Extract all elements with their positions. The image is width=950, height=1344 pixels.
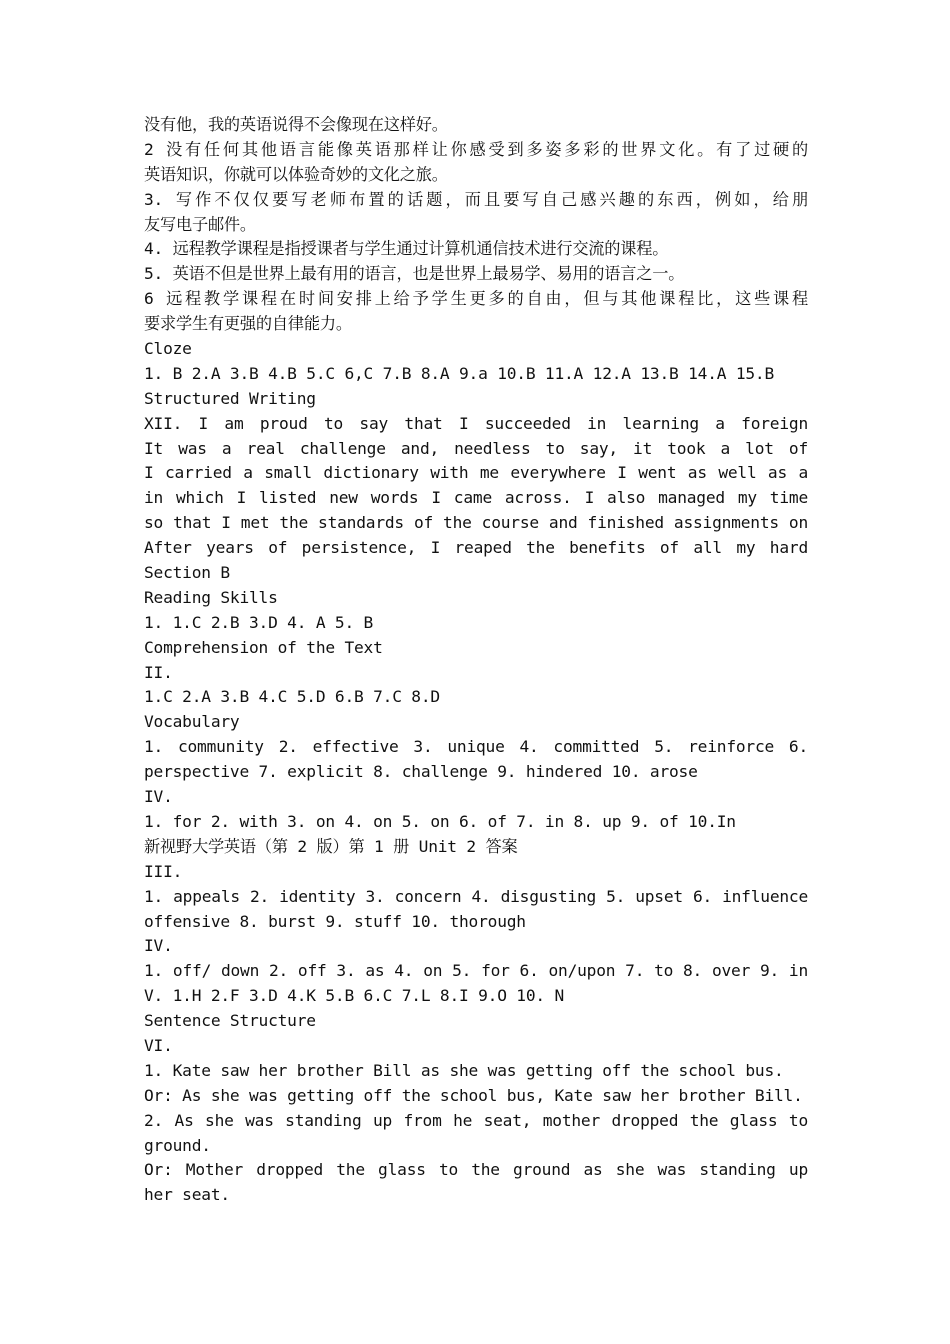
text-line: 2. As she was standing up from he seat, mother dropped the glass to [144,1110,808,1130]
text-line: 新视野大学英语（第 2 版）第 1 册 Unit 2 答案 [144,836,518,856]
text-line: 1.C 2.A 3.B 4.C 5.D 6.B 7.C 8.D [144,687,440,707]
text-line: 没有他，我的英语说得不会像现在这样好。 [144,115,448,134]
text-line: I carried a small dictionary with me everywhere I went as well as a [144,463,808,483]
text-line: 5. 英语不但是世界上最有用的语言，也是世界上最易学、易用的语言之一。 [144,264,685,284]
text-line: Sentence Structure [144,1011,316,1031]
text-line: 1. community 2. effective 3. unique 4. committed 5. reinforce 6. [144,737,808,757]
text-line: perspective 7. explicit 8. challenge 9. hindered 10. arose [144,762,698,782]
text-line: her seat. [144,1185,230,1205]
text-line: II. [144,662,173,682]
text-line: 4. 远程教学课程是指授课者与学生通过计算机通信技术进行交流的课程。 [144,239,669,259]
text-line: offensive 8. burst 9. stuff 10. thorough [144,911,526,931]
text-line: 友写电子邮件。 [144,214,256,234]
text-line: III. [144,861,183,881]
text-line: 1. B 2.A 3.B 4.B 5.C 6,C 7.B 8.A 9.a 10.B 11.A 12.A 13.B 14.A 15.B [144,363,775,383]
text-line: Or: Mother dropped the glass to the ground as she was standing up [144,1160,808,1180]
document-body [144,113,808,1208]
text-line: Section B [144,563,230,583]
text-line: 3. 写作不仅仅要写老师布置的话题，而且要写自己感兴趣的东西，例如，给朋 [144,189,808,209]
text-line: 2 没有任何其他语言能像英语那样让你感受到多姿多彩的世界文化。有了过硬的 [144,139,808,159]
text-line: Or: As she was getting off the school bus, Kate saw her brother Bill. [144,1085,803,1105]
text-line: VI. [144,1035,173,1055]
text-line: Vocabulary [144,712,240,732]
text-line: 1. Kate saw her brother Bill as she was getting off the school bus. [144,1060,784,1080]
text-line: Cloze [144,339,192,359]
text-line: Reading Skills [144,587,278,607]
text-line: 1. 1.C 2.B 3.D 4. A 5. B [144,612,374,632]
text-line: 1. for 2. with 3. on 4. on 5. on 6. of 7. in 8. up 9. of 10.In [144,811,736,831]
text-line: XII. I am proud to say that I succeeded in learning a foreign [144,413,808,433]
text-line: IV. [144,787,173,807]
text-line: After years of persistence, I reaped the benefits of all my hard [144,538,808,558]
text-line: V. 1.H 2.F 3.D 4.K 5.B 6.C 7.L 8.I 9.O 10. N [144,986,565,1006]
text-line: 6 远程教学课程在时间安排上给予学生更多的自由，但与其他课程比，这些课程 [144,289,808,309]
text-line: so that I met the standards of the course and finished assignments on [144,513,808,533]
text-line: 1. appeals 2. identity 3. concern 4. disgusting 5. upset 6. influence [144,886,808,906]
text-line: Structured Writing [144,388,316,408]
text-line: in which I listed new words I came across. I also managed my time [144,488,808,508]
text-line: 1. off/ down 2. off 3. as 4. on 5. for 6. on/upon 7. to 8. over 9. in [144,961,808,981]
text-line: Comprehension of the Text [144,637,383,657]
text-line: 英语知识，你就可以体验奇妙的文化之旅。 [144,164,448,184]
text-line: ground. [144,1135,211,1155]
text-line: IV. [144,936,173,956]
text-line: 要求学生有更强的自律能力。 [144,314,352,334]
text-line: It was a real challenge and, needless to say, it took a lot of [144,438,808,458]
